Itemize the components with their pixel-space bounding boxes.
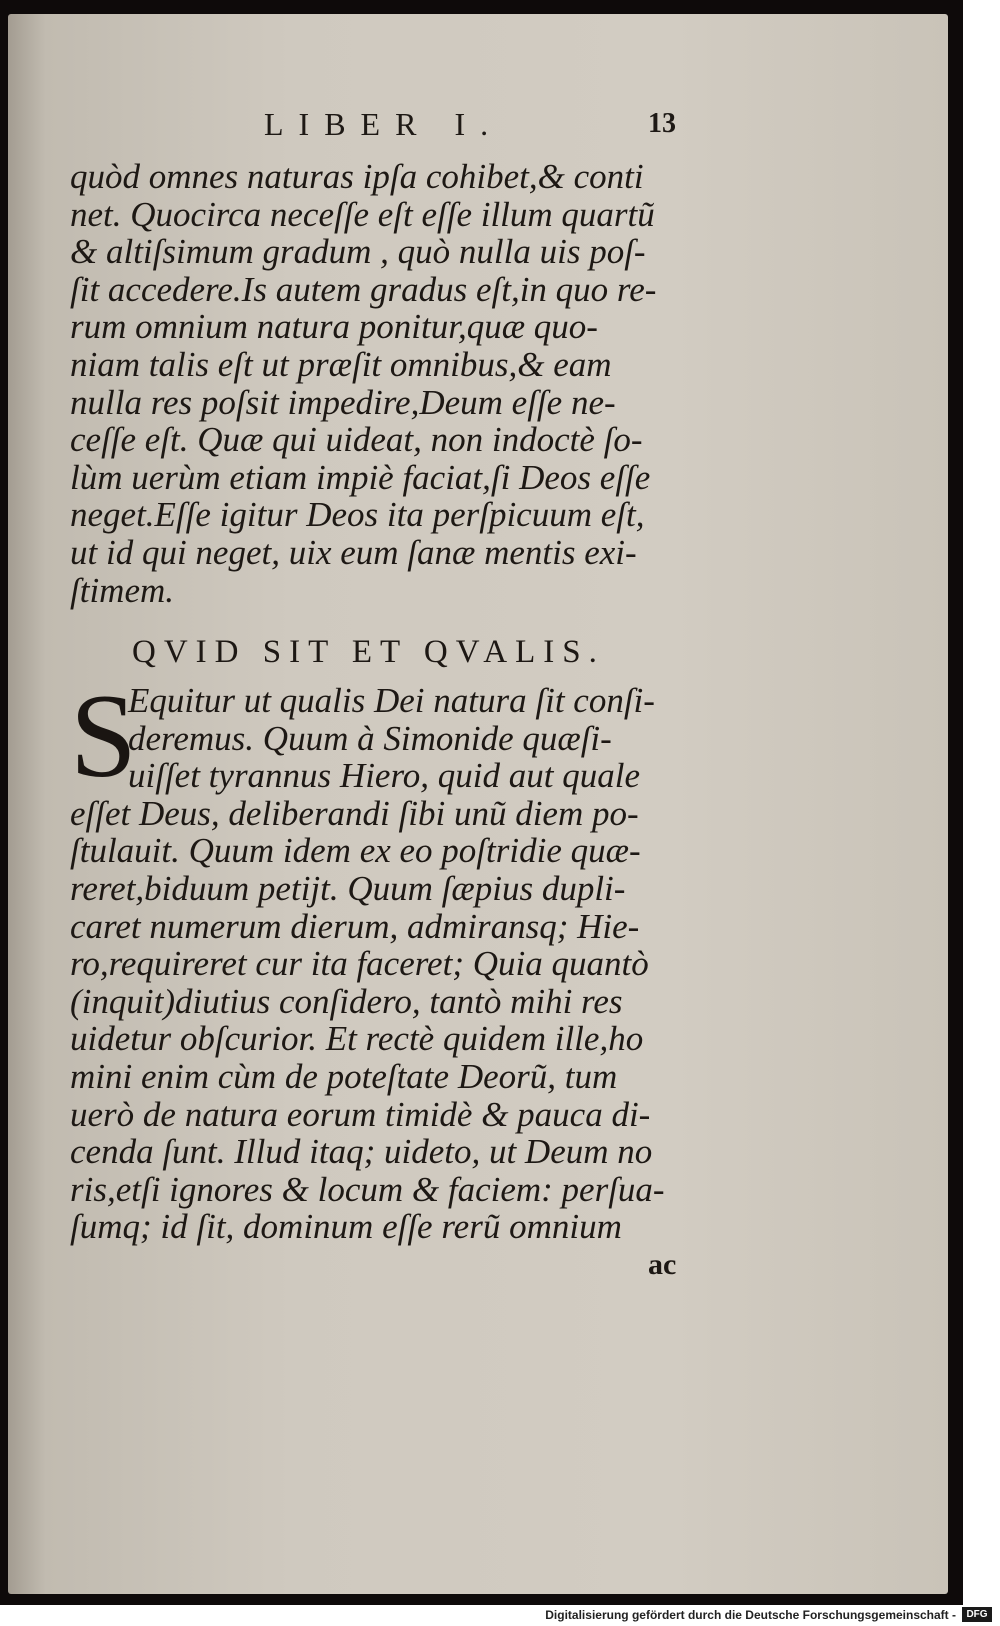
text-line: ſumq; id ſit, dominum eſſe rerũ omnium [70,1207,622,1247]
text-line: ceſſe eſt. Quæ qui uideat, non indoctè ſo- [70,420,643,460]
text-line: ſit accedere.Is autem gradus eſt,in quo re- [70,269,657,309]
text-line: & altiſsimum gradum , quò nulla uis poſ- [70,232,646,272]
text-line: nulla res poſsit impedire,Deum eſſe ne- [70,382,616,422]
drop-cap-initial: S [70,669,137,802]
dfg-logo-icon: DFG [962,1607,992,1622]
text-line: ut id qui neget, uix eum ſanæ mentis exi- [70,532,637,572]
text-line: net. Quocirca neceſſe eſt eſſe illum quartũ [70,194,655,234]
text-line: neget.Eſſe igitur Deos ita perſpicuum eſt, [70,495,645,535]
text-line: caret numerum dierum, admiransq; Hie- [70,906,640,946]
text-line: niam talis eſt ut præſit omnibus,& eam [70,344,612,384]
text-line: eſſet Deus, deliberandi ſibi unũ diem po- [70,793,639,833]
text-line: Equitur ut qualis Dei natura ſit conſi- [128,681,655,720]
text-line: deremus. Quum à Simonide quæſi- [128,718,612,758]
text-line: mini enim cùm de poteſtate Deorũ, tum [70,1056,618,1096]
text-line: lùm uerùm etiam impiè faciat,ſi Deos eſſe [70,457,651,497]
catchword: ac [648,1248,677,1281]
text-line: ſtimem. [70,570,175,610]
book-page [8,14,948,1594]
section-heading: QVID SIT ET QVALIS. [132,634,605,670]
text-line: rum omnium natura ponitur,quæ quo- [70,307,598,347]
running-title: LIBER I. [264,106,504,142]
page-number: 13 [648,108,676,139]
text-line: quòd omnes naturas ipſa cohibet,& conti [70,157,644,196]
funding-credit: Digitalisierung gefördert durch die Deutsche Forschungsgemeinschaft - [545,1608,956,1622]
text-line: cenda ſunt. Illud itaq; uideto, ut Deum no [70,1132,653,1172]
paragraph-1 [70,158,690,609]
text-line: uerò de natura eorum timidè & pauca di- [70,1094,651,1134]
text-line: ro,requireret cur ita faceret; Quia quantò [70,944,649,984]
text-line: uiſſet tyrannus Hiero, quid aut quale [128,756,640,796]
text-line: ſtulauit. Quum idem ex eo poſtridie quæ- [70,831,641,871]
text-line: (inquit)diutius conſidero, tantò mihi res [70,981,623,1021]
page-header [8,106,948,146]
text-line: reret,biduum petijt. Quum ſæpius dupli- [70,868,626,908]
digitization-footer [0,1605,1000,1626]
text-line: ris,etſi ignores & locum & faciem: perſua- [70,1169,665,1209]
paragraph-2 [70,669,690,1247]
text-line: uidetur obſcurior. Et rectè quidem ille,ho [70,1019,644,1059]
